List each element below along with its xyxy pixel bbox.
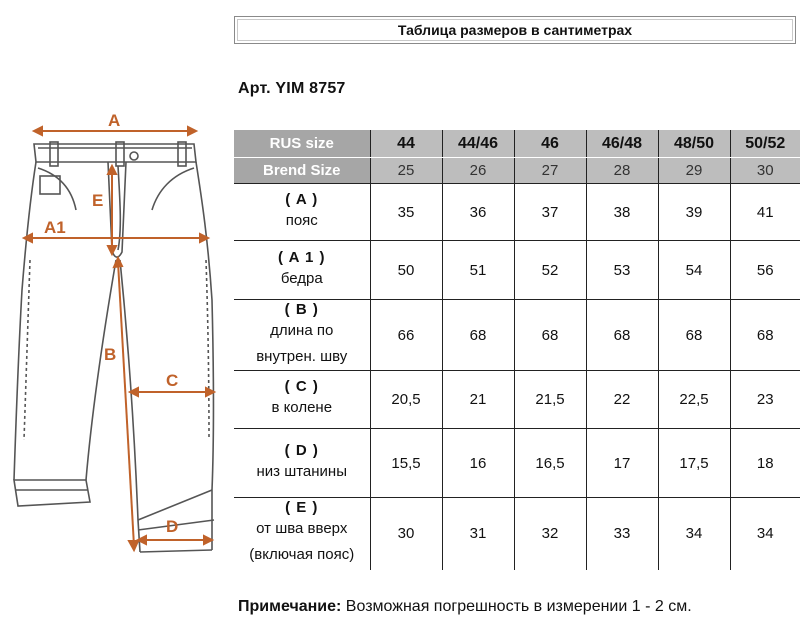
table-cell: 35 xyxy=(370,184,442,241)
brand-size-cell: 30 xyxy=(730,158,800,184)
row-desc: бедра xyxy=(280,269,323,287)
label-a1: A1 xyxy=(44,218,66,237)
pants-measurement-diagram xyxy=(0,0,232,560)
table-cell: 36 xyxy=(442,184,514,241)
table-cell: 17,5 xyxy=(658,429,730,498)
table-cell: 34 xyxy=(658,498,730,570)
rus-size-label: RUS size xyxy=(234,130,370,158)
row-label xyxy=(234,241,370,300)
rus-size-row xyxy=(234,130,800,158)
rus-size-cell: 44 xyxy=(370,130,442,158)
table-cell: 22,5 xyxy=(658,371,730,429)
row-desc: низ штанины xyxy=(256,462,347,480)
table-cell: 66 xyxy=(370,300,442,371)
table-cell: 30 xyxy=(370,498,442,570)
table-row xyxy=(234,241,800,300)
table-cell: 68 xyxy=(586,300,658,371)
row-code: ( C ) xyxy=(284,378,319,395)
label-e: E xyxy=(92,191,104,210)
brand-size-label: Brend Size xyxy=(234,158,370,184)
size-table-title-box xyxy=(234,16,796,44)
table-cell: 51 xyxy=(442,241,514,300)
brand-size-cell: 25 xyxy=(370,158,442,184)
row-code: ( A 1 ) xyxy=(277,248,326,266)
table-cell: 16,5 xyxy=(514,429,586,498)
rus-size-cell: 46 xyxy=(514,130,586,158)
table-cell: 21,5 xyxy=(514,371,586,429)
row-label xyxy=(234,498,370,570)
rus-size-cell: 48/50 xyxy=(658,130,730,158)
table-cell: 39 xyxy=(658,184,730,241)
size-table xyxy=(234,130,800,570)
table-row xyxy=(234,371,800,429)
row-desc: от шва вверх xyxy=(256,520,348,538)
table-cell: 37 xyxy=(514,184,586,241)
row-label xyxy=(234,300,370,371)
row-desc: в колене xyxy=(271,399,333,416)
measurement-note xyxy=(238,598,692,616)
rus-size-cell: 44/46 xyxy=(442,130,514,158)
row-code: ( B ) xyxy=(284,300,319,318)
row-desc: пояс xyxy=(285,211,318,229)
table-row xyxy=(234,429,800,498)
label-d: D xyxy=(166,517,179,536)
rus-size-cell: 46/48 xyxy=(586,130,658,158)
brand-size-cell: 27 xyxy=(514,158,586,184)
label-c: C xyxy=(166,371,179,390)
row-desc: (включая пояс) xyxy=(249,546,355,564)
table-cell: 22 xyxy=(586,371,658,429)
table-cell: 68 xyxy=(730,300,800,371)
table-cell: 34 xyxy=(756,525,774,543)
brand-size-cell: 29 xyxy=(658,158,730,184)
table-cell: 32 xyxy=(514,498,586,570)
table-cell: 68 xyxy=(514,300,586,371)
table-row xyxy=(234,300,800,371)
row-code: ( D ) xyxy=(284,441,319,459)
note-label: Примечание: xyxy=(238,598,342,615)
row-code: ( A ) xyxy=(285,190,319,208)
row-label xyxy=(234,371,370,429)
rus-size-cell: 50/52 xyxy=(730,130,800,158)
size-table-title: Таблица размеров в сантиметрах xyxy=(237,19,793,41)
table-cell: 16 xyxy=(442,429,514,498)
row-code: ( E ) xyxy=(285,499,319,517)
label-a: A xyxy=(108,111,121,130)
table-cell: 18 xyxy=(730,429,800,498)
table-cell: 38 xyxy=(586,184,658,241)
row-desc: внутрен. шву xyxy=(256,347,348,365)
table-cell: 15,5 xyxy=(370,429,442,498)
table-cell: 17 xyxy=(586,429,658,498)
table-cell: 20,5 xyxy=(370,371,442,429)
table-cell: 53 xyxy=(586,241,658,300)
table-row xyxy=(234,498,800,570)
table-cell: 31 xyxy=(442,498,514,570)
brand-size-cell: 26 xyxy=(442,158,514,184)
table-cell: 33 xyxy=(586,498,658,570)
article-number: Арт. YIM 8757 xyxy=(238,80,346,97)
table-row xyxy=(234,184,800,241)
table-cell: 52 xyxy=(514,241,586,300)
brand-size-cell: 28 xyxy=(586,158,658,184)
table-cell: 54 xyxy=(658,241,730,300)
table-cell: 41 xyxy=(730,184,800,241)
label-b: B xyxy=(104,345,117,364)
row-label xyxy=(234,184,370,241)
table-cell: 50 xyxy=(370,241,442,300)
table-cell: 23 xyxy=(730,371,800,429)
row-desc: длина по xyxy=(270,321,334,339)
table-cell: 56 xyxy=(730,241,800,300)
row-label xyxy=(234,429,370,498)
table-cell: 68 xyxy=(442,300,514,371)
note-text: Возможная погрешность в измерении 1 - 2 см. xyxy=(341,598,692,615)
table-cell: 68 xyxy=(658,300,730,371)
table-cell: 21 xyxy=(442,371,514,429)
brand-size-row xyxy=(234,158,800,184)
